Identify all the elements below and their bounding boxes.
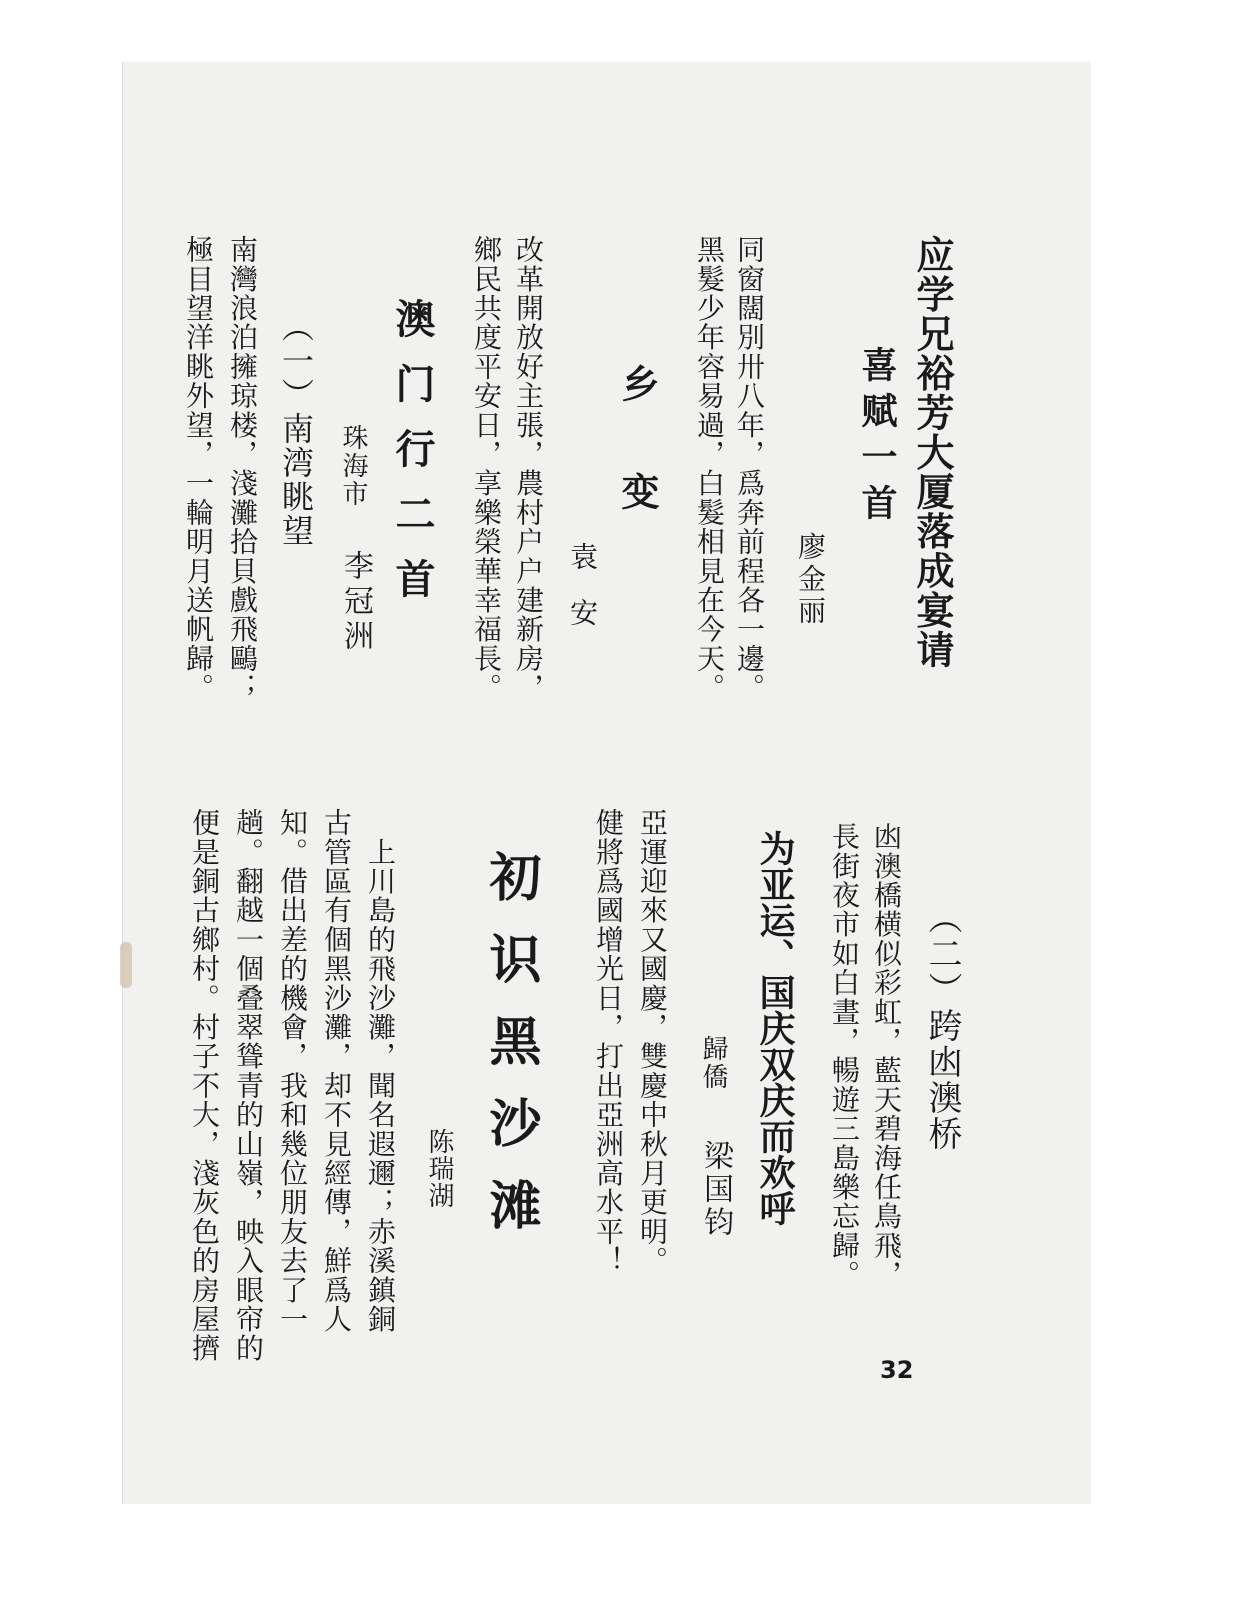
poem4-author-note: 歸僑 bbox=[698, 1035, 728, 1091]
poem4-line-2: 健將爲國增光日，打出亞洲高水平！ bbox=[592, 808, 625, 1276]
essay-line-2: 古管區有個黑沙灘，却不見經傳，鮮爲人 bbox=[320, 808, 353, 1334]
poem3-part2-line-1: 凼澳橋横似彩虹，藍天碧海任鳥飛， bbox=[870, 822, 903, 1290]
poem2-title: 乡变 bbox=[615, 364, 659, 580]
poem1-author: 廖金丽 bbox=[794, 532, 827, 628]
poem2-author: 袁安 bbox=[566, 542, 599, 654]
poem3-part1-title: （一）南湾眺望 bbox=[277, 310, 315, 548]
poem4-author: 梁国钧 bbox=[698, 1140, 733, 1239]
essay-line-4: 趟。翻越一個叠翠聳青的山嶺，映入眼帘的 bbox=[232, 808, 265, 1363]
poem1-title: 应学兄裕芳大厦落成宴请 bbox=[910, 235, 954, 670]
poem3-title: 澳门行二首 bbox=[389, 298, 435, 623]
poem3-part2-title: （二）跨凼澳桥 bbox=[922, 900, 962, 1152]
poem1-line-1: 同窗闊別卅八年，爲奔前程各一邊。 bbox=[733, 235, 766, 703]
poem1-subtitle: 喜赋一首 bbox=[856, 346, 897, 530]
poem2-line-1: 改革開放好主張，農村户户建新房， bbox=[512, 235, 545, 703]
page-number: 32 bbox=[880, 1356, 914, 1384]
essay-author: 陈瑞湖 bbox=[424, 1128, 454, 1209]
poem1-line-2: 黑髮少年容易過，白髮相見在今天。 bbox=[693, 235, 726, 703]
poem3-part1-line-1: 南灣浪泊擁琼楼，淺灘拾貝戲飛鷗； bbox=[226, 235, 259, 703]
poem4-line-1: 亞運迎來又國慶，雙慶中秋月更明。 bbox=[636, 808, 669, 1276]
poem2-line-2: 鄉民共度平安日，享樂榮華幸福長。 bbox=[470, 235, 503, 703]
essay-line-3: 知。借出差的機會，我和幾位朋友去了一 bbox=[276, 808, 309, 1334]
paper-stain bbox=[120, 942, 132, 988]
poem3-author: 李冠洲 bbox=[338, 550, 373, 655]
essay-title: 初识黑沙滩 bbox=[480, 850, 540, 1260]
poem3-part1-line-2: 極目望洋眺外望，一輪明月送帆歸。 bbox=[182, 235, 215, 703]
poem3-author-place: 珠海市 bbox=[338, 424, 368, 508]
essay-line-1: 上川島的飛沙灘，聞名遐邇；赤溪鎮銅 bbox=[364, 808, 397, 1334]
poem3-part2-line-2: 長街夜市如白晝，暢遊三島樂忘歸。 bbox=[828, 822, 861, 1290]
poem4-title: 为亚运、国庆双庆而欢呼 bbox=[754, 830, 795, 1226]
essay-line-5: 便是銅古鄉村。村子不大，淺灰色的房屋擠 bbox=[188, 808, 221, 1363]
